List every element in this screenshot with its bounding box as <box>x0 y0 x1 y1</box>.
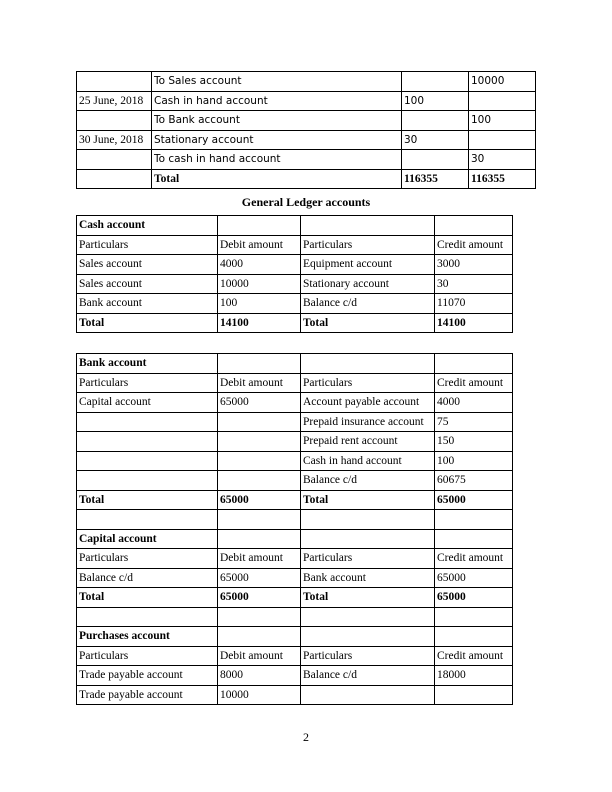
cell: Cash in hand account <box>301 451 435 471</box>
cell: 8000 <box>218 666 301 686</box>
journal-date: 25 June, 2018 <box>77 91 152 111</box>
empty-cell <box>435 354 513 374</box>
empty-cell <box>218 216 301 236</box>
ledger-header-row <box>77 549 513 569</box>
table-row <box>77 111 536 131</box>
table-row <box>77 451 513 471</box>
empty-cell <box>77 607 218 627</box>
journal-credit <box>469 130 536 150</box>
journal-total-credit: 116355 <box>469 169 536 189</box>
cell <box>218 412 301 432</box>
cell: 65000 <box>218 393 301 413</box>
cell: 65000 <box>218 490 301 510</box>
journal-total-row <box>77 169 536 189</box>
ledger-header-row <box>77 646 513 666</box>
table-row <box>77 432 513 452</box>
empty-cell <box>435 627 513 647</box>
col-credit: Credit amount <box>435 235 513 255</box>
cell: Bank account <box>301 568 435 588</box>
cell: 4000 <box>435 393 513 413</box>
col-debit: Debit amount <box>218 646 301 666</box>
journal-date <box>77 169 152 189</box>
journal-date <box>77 111 152 131</box>
ledger-title-row <box>77 216 513 236</box>
table-row <box>77 471 513 491</box>
cell: Total <box>301 588 435 608</box>
col-credit: Credit amount <box>435 549 513 569</box>
cell: 65000 <box>218 568 301 588</box>
col-debit: Debit amount <box>218 235 301 255</box>
col-credit: Credit amount <box>435 373 513 393</box>
cell: Total <box>77 588 218 608</box>
cell <box>218 451 301 471</box>
ledger-title-row <box>77 354 513 374</box>
table-row <box>77 412 513 432</box>
cash-account-table <box>76 215 513 333</box>
purchases-account-title: Purchases account <box>77 627 218 647</box>
ledger-heading: General Ledger accounts <box>241 195 371 209</box>
cell: 60675 <box>435 471 513 491</box>
journal-debit: 100 <box>402 91 469 111</box>
journal-credit: 30 <box>469 150 536 170</box>
empty-cell <box>301 529 435 549</box>
empty-cell <box>218 529 301 549</box>
table-row <box>77 666 513 686</box>
journal-debit <box>402 72 469 92</box>
cell: Trade payable account <box>77 685 218 705</box>
table-row <box>77 255 513 275</box>
col-particulars: Particulars <box>301 235 435 255</box>
cell: Balance c/d <box>301 666 435 686</box>
table-row <box>77 150 536 170</box>
journal-date <box>77 72 152 92</box>
ledger-title-row <box>77 529 513 549</box>
cell: Total <box>77 490 218 510</box>
total-row <box>77 313 513 333</box>
empty-cell <box>301 627 435 647</box>
cell: 65000 <box>218 588 301 608</box>
table-row <box>77 72 536 92</box>
journal-table <box>76 71 536 189</box>
cell <box>77 412 218 432</box>
cell: 65000 <box>435 588 513 608</box>
cell: Total <box>301 490 435 510</box>
cell: 10000 <box>218 685 301 705</box>
empty-cell <box>301 607 435 627</box>
cell: 18000 <box>435 666 513 686</box>
journal-date: 30 June, 2018 <box>77 130 152 150</box>
table-row <box>77 568 513 588</box>
cell <box>77 451 218 471</box>
cell: 14100 <box>435 313 513 333</box>
journal-total-debit: 116355 <box>402 169 469 189</box>
col-particulars: Particulars <box>77 646 218 666</box>
journal-credit <box>469 91 536 111</box>
cell: Trade payable account <box>77 666 218 686</box>
cell: Sales account <box>77 255 218 275</box>
empty-cell <box>435 607 513 627</box>
col-particulars: Particulars <box>77 373 218 393</box>
journal-debit <box>402 150 469 170</box>
cell: 150 <box>435 432 513 452</box>
ledger-header-row <box>77 373 513 393</box>
journal-particulars: To cash in hand account <box>152 150 402 170</box>
journal-particulars: To Sales account <box>152 72 402 92</box>
table-row <box>77 294 513 314</box>
col-credit: Credit amount <box>435 646 513 666</box>
cell: Balance c/d <box>77 568 218 588</box>
capital-account-title: Capital account <box>77 529 218 549</box>
cell: Prepaid rent account <box>301 432 435 452</box>
total-row <box>77 490 513 510</box>
ledger-accounts-table <box>76 353 513 705</box>
cell <box>77 432 218 452</box>
empty-cell <box>218 510 301 530</box>
journal-credit: 10000 <box>469 72 536 92</box>
empty-cell <box>435 529 513 549</box>
empty-cell <box>218 607 301 627</box>
cell: 30 <box>435 274 513 294</box>
page-number: 2 <box>303 730 309 744</box>
empty-cell <box>435 510 513 530</box>
cell: 100 <box>435 451 513 471</box>
cell: Prepaid insurance account <box>301 412 435 432</box>
col-particulars: Particulars <box>301 646 435 666</box>
col-particulars: Particulars <box>301 373 435 393</box>
journal-credit: 100 <box>469 111 536 131</box>
cell: 4000 <box>218 255 301 275</box>
cell <box>77 471 218 491</box>
cell: Balance c/d <box>301 471 435 491</box>
cell: 10000 <box>218 274 301 294</box>
empty-cell <box>435 216 513 236</box>
empty-cell <box>77 510 218 530</box>
cell <box>435 685 513 705</box>
journal-particulars: To Bank account <box>152 111 402 131</box>
cell: Total <box>301 313 435 333</box>
cell: Capital account <box>77 393 218 413</box>
cell: Account payable account <box>301 393 435 413</box>
journal-debit: 30 <box>402 130 469 150</box>
table-row <box>77 130 536 150</box>
table-row <box>77 274 513 294</box>
ledger-title-row <box>77 627 513 647</box>
table-row <box>77 91 536 111</box>
cell: Stationary account <box>301 274 435 294</box>
cell: Equipment account <box>301 255 435 275</box>
cell: 11070 <box>435 294 513 314</box>
total-row <box>77 588 513 608</box>
col-debit: Debit amount <box>218 549 301 569</box>
journal-particulars: Cash in hand account <box>152 91 402 111</box>
cell: 65000 <box>435 490 513 510</box>
empty-cell <box>218 354 301 374</box>
spacer-row <box>77 510 513 530</box>
cell: Total <box>77 313 218 333</box>
cell: 75 <box>435 412 513 432</box>
cell: Sales account <box>77 274 218 294</box>
spacer-row <box>77 607 513 627</box>
empty-cell <box>301 216 435 236</box>
cell <box>301 685 435 705</box>
cell: Balance c/d <box>301 294 435 314</box>
cell <box>218 471 301 491</box>
ledger-header-row <box>77 235 513 255</box>
empty-cell <box>301 510 435 530</box>
journal-debit <box>402 111 469 131</box>
journal-particulars: Stationary account <box>152 130 402 150</box>
table-row <box>77 393 513 413</box>
cell: Bank account <box>77 294 218 314</box>
cash-account-title: Cash account <box>77 216 218 236</box>
journal-date <box>77 150 152 170</box>
cell: 100 <box>218 294 301 314</box>
table-row <box>77 685 513 705</box>
col-particulars: Particulars <box>77 235 218 255</box>
col-debit: Debit amount <box>218 373 301 393</box>
cell <box>218 432 301 452</box>
col-particulars: Particulars <box>301 549 435 569</box>
empty-cell <box>301 354 435 374</box>
col-particulars: Particulars <box>77 549 218 569</box>
cell: 65000 <box>435 568 513 588</box>
empty-cell <box>218 627 301 647</box>
cell: 14100 <box>218 313 301 333</box>
bank-account-title: Bank account <box>77 354 218 374</box>
journal-total-label: Total <box>152 169 402 189</box>
cell: 3000 <box>435 255 513 275</box>
